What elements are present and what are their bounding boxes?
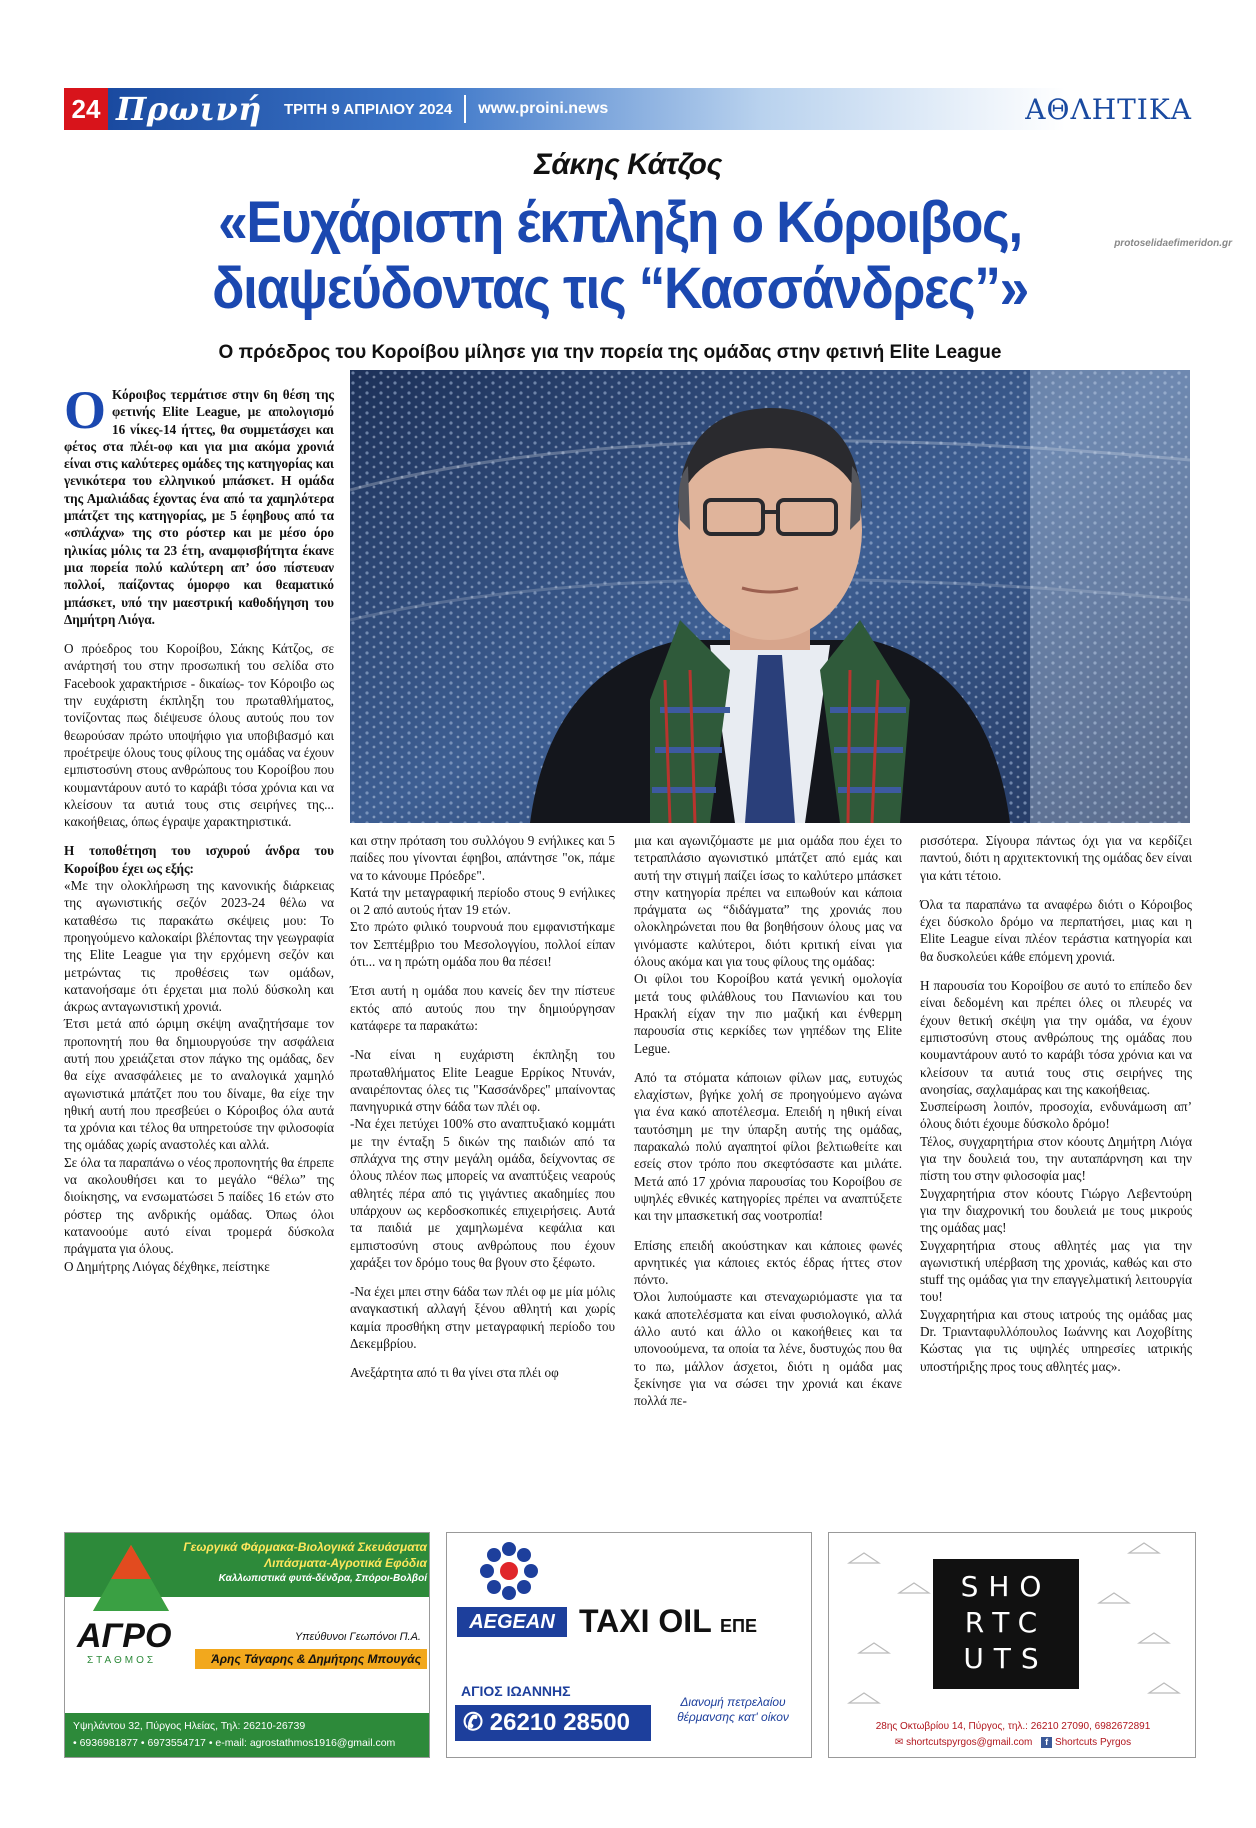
shortcuts-contacts — [837, 1737, 1189, 1748]
paragraph: Συσπείρωση λοιπόν, προσοχία, ενδυνάμωση απ’ όλους διότι έχουμε δύσκολο δρόμο! — [920, 1099, 1192, 1132]
shortcuts-row-2 — [933, 1605, 1079, 1641]
page-number: 24 — [64, 88, 108, 130]
shortcuts-logo — [933, 1559, 1079, 1689]
agro-responsible-names: Άρης Τάγαρης & Δημήτρης Μπουγάς — [195, 1649, 427, 1669]
shortcuts-address: 28ης Οκτωβρίου 14, Πύργος, τηλ.: 26210 27090, 6982672891 — [875, 1721, 1151, 1732]
article-column-3 — [634, 832, 902, 1410]
aegean-name-text: TAXI OIL — [579, 1603, 712, 1639]
header-bar — [108, 88, 1196, 130]
article-photo — [350, 370, 1190, 823]
paragraph: ρισσότερα. Σίγουρα πάντως όχι για να κερδίζει παντού, διότι η αρχιτεκτονική της ομάδας δεν είναι για κάτι τέτοιο. — [920, 833, 1192, 883]
paragraph: Από τα στόματα κάποιων φίλων μας, ευτυχώς ελαχίστων, βγήκε χολή σε προηγούμενο αγώνα για ένα κακό αποτέλεσμα. Επειδή η ηθική είναι ταυτόσημη με την ύπαρξη αυτής της ομάδας, παρακαλώ πολύ αγαπητοί φίλοι βελτιωθείτε και εσείς στον τρόπο που σκεφτόσαστε και μιλάτε. Μετά από 17 χρόνια παρουσίας του Κοροίβου σε υψηλές εθνικές κατηγορίες πρέπει να αναπτύξετε και την μπασκετική σας νοοτροπία! — [634, 1069, 902, 1224]
paragraph: Ο Δημήτρης Λιόγας δέχθηκε, πείστηκε — [64, 1258, 270, 1274]
shortcuts-row-2-text: RTC — [964, 1606, 1048, 1639]
lead-paragraph — [64, 380, 334, 628]
aegean-phone-number: 26210 28500 — [489, 1709, 630, 1736]
article-kicker: Σάκης Κάτζος — [534, 148, 722, 181]
article-headline — [188, 190, 1053, 322]
aegean-suffix: ΕΠΕ — [720, 1616, 758, 1636]
issue-date: ΤΡΙΤΗ 9 ΑΠΡΙΛΙΟΥ 2024 — [283, 100, 453, 118]
shortcuts-row-1: SHO — [960, 1570, 1052, 1603]
phone-icon: ✆ — [463, 1709, 484, 1736]
agro-brand: ΑΓΡΟ — [77, 1617, 172, 1655]
ad-aegean-taxi-oil[interactable] — [446, 1532, 812, 1758]
agro-line-1: Γεωργικά Φάρμακα-Βιολογικά Σκευάσματα — [183, 1540, 427, 1554]
agro-products — [183, 1539, 427, 1587]
agro-pyramid-logo — [91, 1543, 171, 1613]
article-column-2 — [350, 832, 615, 1382]
lead-text: Κόροιβος τερμάτισε στην 6η θέση της φετινής Elite League, με απολογισμό 16 νίκες-14 ήττες, θα συμμετάσχει και φέτος στα πλέι-οφ και για μια ακόμα χρονιά είναι στις καλύτερες ομάδες της κατηγορίας και γενικότερα του ελληνικού μπάσκετ. Η ομάδα της Αμαλιάδας έχοντας ένα από τα χαμηλότερα μπάτζετ της κατηγορίας, με 5 έφηβους από τα «σπλάχνα» της στο ρόστερ και με μέσο όρο ηλικίας μόλις τα 23 έτη, αναμφισβήτητα έκανε μια πορεία πολύ καλύτερη απ’ όσο πίστευαν πολλοί, παίζοντας όμορφο και θεαματικό μπάσκετ, υπό την μαεστρική καθοδήγηση του Δημήτρη Λιόγα. — [64, 387, 334, 627]
shortcuts-row-3: UTS — [963, 1642, 1049, 1675]
paragraph: Έτσι αυτή η ομάδα που κανείς δεν την πίστευε εκτός από αυτούς που την δημιούργησαν κατάφερε τα παρακάτω: — [350, 983, 615, 1033]
shortcuts-facebook[interactable]: Shortcuts Pyrgos — [1054, 1737, 1132, 1748]
paragraph: Συγχαρητήρια στους αθλητές μας για την αγωνιστική υπέρβαση της χρονιάς, καθώς και στο stuff της ομάδας για την επαγγελματική λειτουργία του! — [920, 1237, 1192, 1305]
page-header — [64, 88, 1196, 130]
portrait-illustration — [350, 370, 1190, 823]
facebook-icon: f — [1041, 1737, 1052, 1748]
paragraph: Σε όλα τα παραπάνω ο νέος προπονητής θα έπρεπε να ακολουθήσει και το μεγάλο “θέλω” της διοίκησης, να ενσωματώσει 5 παίδες 16 ετών στο ρόστερ της ανδρικής ομάδας. Όπως όλοι κατανοούμε αυτό είναι τρομερά δύσκολα πράγματα για όλους. — [64, 1154, 334, 1257]
ad-shortcuts[interactable] — [828, 1532, 1196, 1758]
agro-brand-sub: ΣΤΑΘΜΟΣ — [87, 1655, 157, 1666]
aegean-star-icon — [479, 1541, 539, 1601]
paragraph: Επίσης επειδή ακούστηκαν και κάποιες φωνές αρνητικές για κάποιες εκτός έδρας ήττες στον πόντο. — [634, 1237, 902, 1288]
paragraph: Κατά την μεταγραφική περίοδο στους 9 ενήλικες οι 2 από αυτούς ήταν 19 ετών. — [350, 884, 615, 918]
paragraph: Συγχαρητήρια και στους ιατρούς της ομάδας μας Dr. Τριανταφυλλόπουλος Ιωάννης και Λοχοβίτης Κώστας για τις υψηλές υπηρεσίες ιατρικής υποστήριξης προς τους αθλητές μας». — [920, 1306, 1192, 1374]
paragraph: Ο πρόεδρος του Κοροίβου, Σάκης Κάτζος, σε ανάρτησή του στην προσωπική του σελίδα στο Facebook χαρακτήρισε - δικαίως- τον Κόροιβο ως την ευχάριστη έκπληξη του πρωταθλήματος, τονίζοντας πως διέψευσε όλους αυτούς που τον θεωρούσαν πρώτο υποψήφιο για υποβιβασμό και προέτρεψε όλους τους φίλους της ομάδας να έχουν εμπιστοσύνη στους ανθρώπους του Κοροίβου που κουμαντάρουν αυτό το καράβι τόσα χρόνια και να κλείσουν τα αυτιά τους στις σειρήνες της... κακοήθειας, όπως έγραψε χαρακτηριστικά. — [64, 641, 334, 830]
paragraph: Η παρουσία του Κοροίβου σε αυτό το επίπεδο δεν είναι δεδομένη και πρέπει όλες οι πλευρές να έχουν θετική σκέψη για την ομάδα, να έχουν εμπιστοσύνη στους ανθρώπους της ομάδας που κουμαντάρουν αυτό το καράβι τόσα χρόνια και να κλείσουν τα αυτιά τους στις σειρήνες της ανοησίας, σαχλαμάρας και της κακοήθειας. — [920, 978, 1192, 1097]
agro-line-3: Καλλωπιστικά φυτά-δένδρα, Σπόροι-Βολβοί — [218, 1573, 427, 1584]
paragraph: Οι φίλοι του Κοροίβου κατά γενική ομολογία μετά τους φιλάθλους του Πανιωνίου και του Ηρακλή είχαν την πιο μαζική και ένθερμη παρουσία στις κερκίδες των γηπέδων της Elite Legue. — [634, 971, 902, 1056]
article-column-1 — [64, 380, 334, 1275]
article-subheadline: Ο πρόεδρος του Κοροίβου μίλησε για την πορεία της ομάδας στην φετινή Elite League — [218, 342, 1002, 363]
article-column-4 — [920, 832, 1192, 1375]
paragraph: -Να έχει μπει στην 6άδα των πλέι οφ με μία μόλις αναγκαστική αλλαγή ξένου αθλητή και χωρίς καμία προσθήκη στην μεταγραφική περίοδο του Δεκεμβρίου. — [350, 1284, 615, 1352]
paragraph: μια και αγωνιζόμαστε με μια ομάδα που έχει το τετραπλάσιο αγωνιστικό μπάτζετ από εμάς και αυτή την στιγμή παίζει ίσως το καλύτερο μπάσκετ στην κατηγορία πρέπει να ειπωθούν και κάποια πράγματα ως “διδάγματα” της χρονιάς που ολοκληρώνεται που θα βοηθήσουν όλους μας να γινόμαστε καλύτεροι, διότι κριτική είναι για όλους ακόμα και για τους φίλους της ομάδας: — [634, 833, 902, 970]
paragraph: Όλα τα παραπάνω τα αναφέρω διότι ο Κόροιβος έχει δύσκολο δρόμο να περπατήσει, μιας και η Elite League είναι πλέον τεράστια κατηγορία και θα δυσκολεύει κάθε επόμενη χρονιά. — [920, 896, 1192, 964]
headline-line-2: διαψεύδοντας τις “Κασσάνδρες”» — [212, 256, 1028, 321]
headline-line-1: «Ευχάριστη έκπληξη ο Κόροιβος, — [218, 190, 1022, 255]
paragraph: Στο πρώτο φιλικό τουρνουά που εμφανιστήκαμε τον Σεπτέμβριο του Μεσολογγίου, πολλοί είπαν ότι... να η πρώτη ομάδα που θα πέσει! — [350, 919, 615, 970]
email-icon: ✉ — [894, 1737, 904, 1748]
section-title: ΑΘΛΗΤΙΚΑ — [1025, 92, 1192, 126]
paragraph: -Να είναι η ευχάριστη έκπληξη του πρωταθλήματος Elite League Ερρίκος Ντυνάν, αναιρέποντας όλες τις "Κασσάνδρες" μπαίνοντας πανηγυρικά στην 6άδα των πλέι οφ. — [350, 1047, 615, 1115]
aegean-place: ΑΓΙΟΣ ΙΩΑΝΝΗΣ — [461, 1683, 571, 1699]
agro-footer — [65, 1713, 430, 1758]
paragraph: «Με την ολοκλήρωση της κανονικής διάρκειας της αγωνιστικής σεζόν 2023-24 θέλω να καταθέσω τις παρακάτω σκέψεις μου: Το προηγούμενο καλοκαίρι βλέποντας την γεωγραφία της Elite League για την ερχόμενη σεζόν και μετρώντας τις προθέσεις των ομάδων, κατανοήσαμε ότι έρχεται μια πολύ δύσκολη και άκρως ανταγωνιστική χρονιά. — [64, 878, 334, 1015]
paragraph: Όλοι λυπούμαστε και στεναχωριόμαστε για τα κακά αποτελέσματα και είναι φυσιολογικό, αλλά άλλο αυτό και άλλο οι κακοήθειες και τα υπονοούμενα, τα οποία τα λένε, δυστυχώς που θα το πω, μάλλον άσχετοι, διότι η ομάδα μας ξεκίνησε για να σώσει την χρονιά και έκανε πολλά πε- — [634, 1289, 902, 1409]
aegean-desc: Διανομή πετρελαίου θέρμανσης κατ' οίκον — [677, 1695, 789, 1724]
agro-line-2: Λιπάσματα-Αγροτικά Εφόδια — [264, 1556, 427, 1570]
paragraph: Συγχαρητήρια στον κόουτς Γιώργο Λεβεντούρη για την διαχρονική του δουλειά με τους μικρούς της ομάδας μας! — [920, 1185, 1192, 1236]
paragraph: Τέλος, συγχαρητήρια στον κόουτς Δημήτρη Λιόγα για την δουλειά του, την αυταπάρνηση και την πίστη του στην φιλοσοφία μας! — [920, 1133, 1192, 1184]
paragraph: Έτσι μετά από ώριμη σκέψη αναζητήσαμε τον προπονητή που θα δημιουργούσε την ασφάλεια αυτή που χρειάζεται στον πάγκο της ομάδας, δεν θα είχε ανασφάλειες με το αναλογικά χαμηλό αγωνιστικά μπάτζετ που του δίναμε, θα είχε την ηθική αυτή που πρεσβεύει ο Κόροιβος όλα αυτά τα χρόνια και τέλος θα υπηρετούσε την φιλοσοφία της ομάδας χωρίς αναστολές και αλλά. — [64, 1016, 334, 1153]
aegean-phone[interactable] — [455, 1705, 651, 1741]
ad-agro-stathmos[interactable] — [64, 1532, 430, 1758]
agro-responsible-title: Υπεύθυνοι Γεωπόνοι Π.Α. — [294, 1631, 421, 1643]
paragraph: και στην πρόταση του συλλόγου 9 ενήλικες και 5 παίδες που γίνονται έφηβοι, απάντησε "οκ, πάμε να το κάνουμε Πρόεδρε". — [350, 833, 615, 883]
aegean-name — [579, 1603, 757, 1640]
agro-address: Υψηλάντου 32, Πύργος Ηλείας, Τηλ: 26210-26739 — [73, 1720, 306, 1732]
agro-contacts[interactable]: • 6936981877 • 6973554717 • e-mail: agrostathmos1916@gmail.com — [73, 1737, 396, 1749]
drop-cap: Ο — [64, 380, 107, 440]
website-link[interactable]: www.proini.news — [478, 100, 609, 117]
paragraph: Ανεξάρτητα από τι θα γίνει στα πλέι οφ — [350, 1365, 559, 1381]
newspaper-logo: Πρωινή — [116, 90, 262, 128]
shortcuts-email[interactable]: shortcutspyrgos@gmail.com — [906, 1737, 1033, 1748]
aegean-brand: AEGEAN — [457, 1607, 567, 1637]
header-divider — [464, 95, 466, 123]
paragraph: -Να έχει πετύχει 100% στο αναπτυξιακό κομμάτι με την ένταξη 5 δικών της παιδιών από τα σπλάχνα της στην μεγάλη ομάδα, δείχνοντας σε όλους πλέον πως μπορείς να αναπτύξεις νεαρούς αθλητές πέρα από τις γιγάντιες ακαδημίες που υπάρχουν ως κερδοσκοπικές επιχειρήσεις. Αυτά τα παιδιά με χαμηλωμένα κεφάλια και εμπιστοσύνη στους ανθρώπους που έχουν χαράξει τον δρόμο τους θα βγουν στο ξέφωτο. — [350, 1116, 615, 1270]
subheading: Η τοποθέτηση του ισχυρού άνδρα του Κοροίβου έχει ως εξής: — [64, 843, 334, 876]
watermark: protoselidaefimeridon.gr — [1114, 238, 1232, 249]
advertisements — [64, 1532, 1196, 1758]
